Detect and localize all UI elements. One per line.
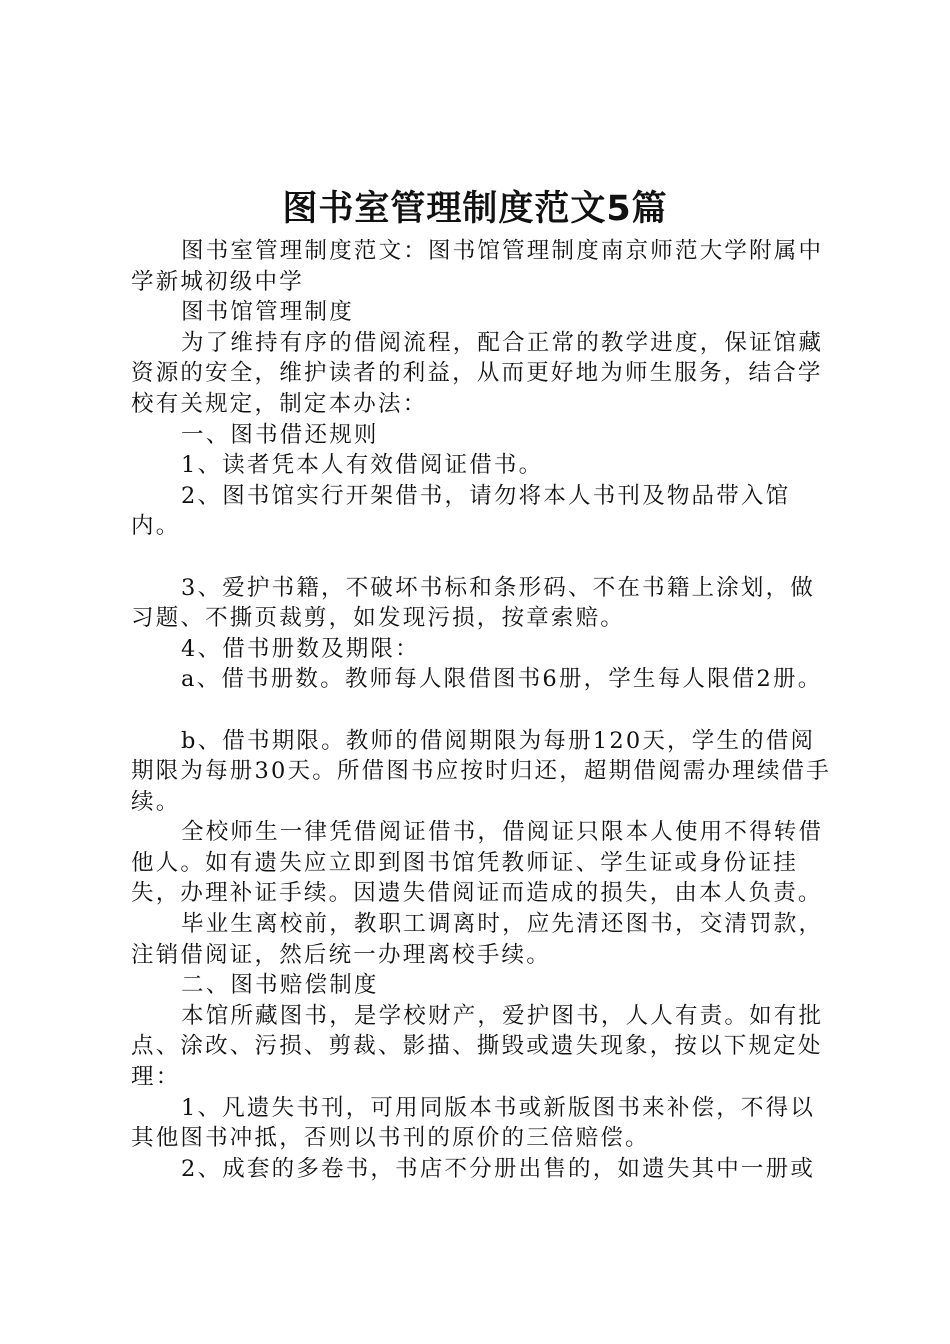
paragraph: 本馆所藏图书，是学校财产，爱护图书，人人有责。如有批点、涂改、污损、剪裁、影描、撕毁或遗失现象，按以下规定处理：	[131, 1002, 824, 1091]
paragraph: 2、成套的多卷书，书店不分册出售的，如遗失其中一册或	[181, 1155, 816, 1182]
section-heading: 一、图书借还规则	[181, 421, 379, 448]
document-body	[131, 236, 836, 1184]
paragraph: 为了维持有序的借阅流程，配合正常的教学进度，保证馆藏资源的安全，维护读者的利益，从而更好地为师生服务，结合学校有关规定，制定本办法：	[131, 329, 824, 417]
paragraph: 2、图书馆实行开架借书，请勿将本人书刊及物品带入馆内。	[131, 482, 791, 540]
paragraph: 图书馆管理制度	[181, 299, 354, 326]
paragraph: 3、爱护书籍，不破坏书标和条形码、不在书籍上涂划，做习题、不撕页裁剪，如发现污损，按章索赔。	[131, 574, 816, 632]
paragraph: b、借书期限。教师的借阅期限为每册120天，学生的借阅期限为每册30天。所借图书应按时归还，超期借阅需办理续借手续。	[131, 727, 831, 815]
paragraph: 1、读者凭本人有效借阅证借书。	[181, 452, 544, 479]
document-title: 图书室管理制度范文5篇	[282, 189, 668, 229]
paragraph: 1、凡遗失书刊，可用同版本书或新版图书来补偿，不得以其他图书冲抵，否则以书刊的原价的三倍赔偿。	[131, 1094, 816, 1152]
paragraph: 图书室管理制度范文：图书馆管理制度南京师范大学附属中学新城初级中学	[131, 238, 824, 295]
section-heading: 二、图书赔偿制度	[181, 972, 379, 999]
paragraph: 全校师生一律凭借阅证借书，借阅证只限本人使用不得转借他人。如有遗失应立即到图书馆凭教师证、学生证或身份证挂失，办理补证手续。因遗失借阅证而造成的损失，由本人负责。	[131, 819, 824, 907]
paragraph: 毕业生离校前，教职工调离时，应先清还图书，交清罚款，注销借阅证，然后统一办理离校手续。	[131, 911, 824, 968]
paragraph: a、借书册数。教师每人限借图书6册，学生每人限借2册。	[181, 666, 823, 693]
paragraph: 4、借书册数及期限：	[181, 635, 420, 662]
